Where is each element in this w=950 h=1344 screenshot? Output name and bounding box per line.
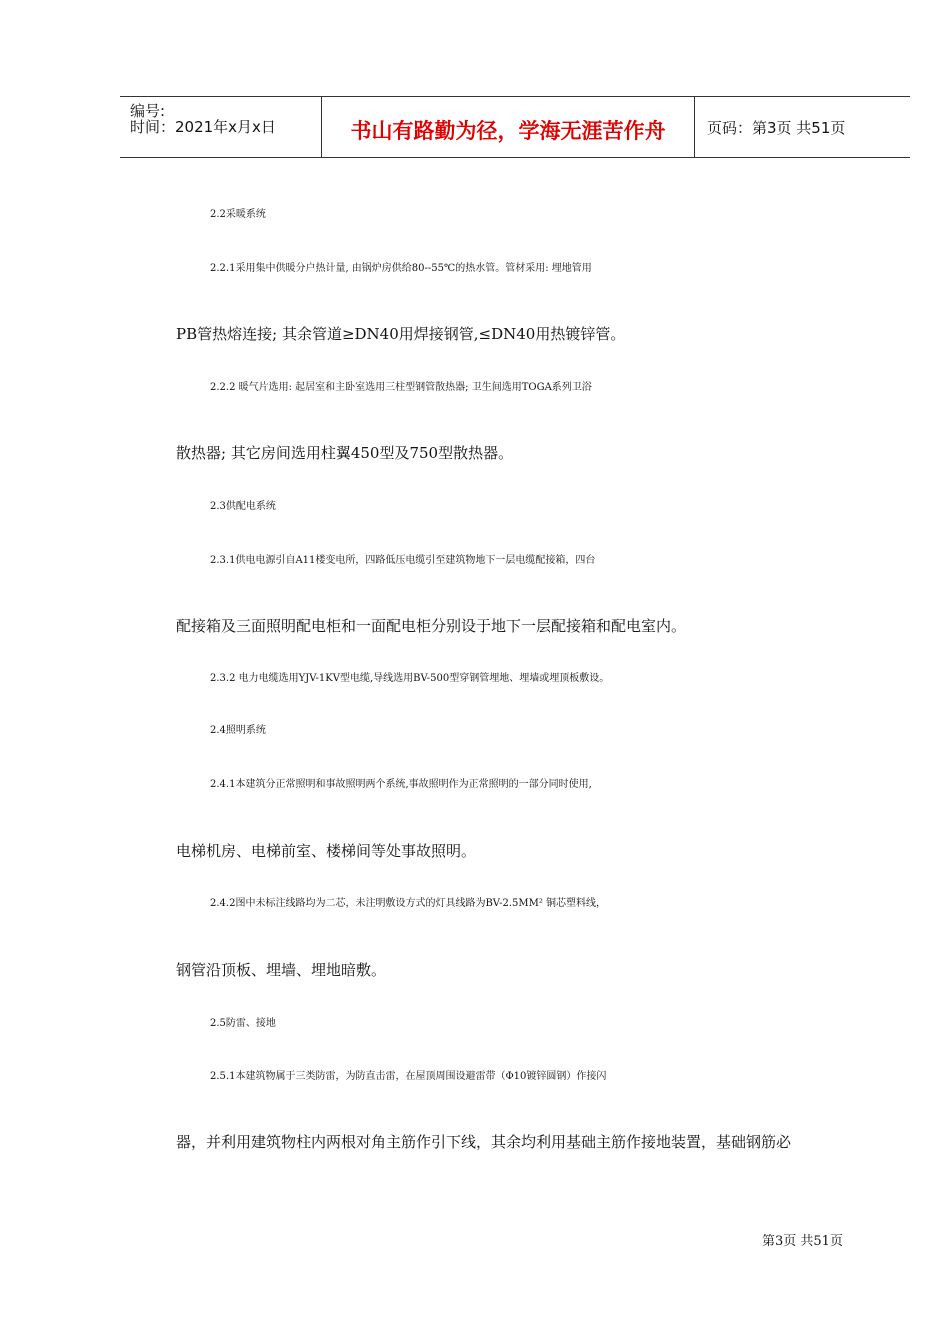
paragraph-line: 2.3.1供电电源引自A11楼变电所，四路低压电缆引至建筑物地下一层电缆配接箱，四台	[210, 555, 596, 566]
paragraph-line: 2.3.2 电力电缆选用YJV-1KV型电缆,导线选用BV-500型穿钢管埋地、埋墙或埋顶板敷设。	[210, 673, 610, 684]
paragraph-line: 2.2.2 暖气片选用: 起居室和主卧室选用三柱型钢管散热器; 卫生间选用TOGA系列卫浴	[210, 382, 592, 393]
document-time-label: 时间：2021年x月x日	[130, 118, 276, 136]
header-page-cell	[695, 97, 910, 157]
paragraph-line: 器，并利用建筑物柱内两根对角主筋作引下线，其余均利用基础主筋作接地装置，基础钢筋必	[176, 1133, 792, 1151]
paragraph-line: 2.4.2图中未标注线路均为二芯，未注明敷设方式的灯具线路为BV-2.5MM² 铜芯塑料线，	[210, 898, 607, 909]
paragraph-line: PB管热熔连接; 其余管道≥DN40用焊接钢管,≤DN40用热镀锌管。	[176, 325, 626, 343]
section-heading: 2.2采暖系统	[210, 209, 266, 220]
page-header	[120, 96, 910, 158]
paragraph-line: 2.4.1本建筑分正常照明和事故照明两个系统,事故照明作为正常照明的一部分同时使用,	[210, 779, 592, 790]
paragraph-line: 配接箱及三面照明配电柜和一面配电柜分别设于地下一层配接箱和配电室内。	[176, 617, 687, 635]
section-heading: 2.4照明系统	[210, 725, 266, 736]
paragraph-line: 散热器; 其它房间选用柱翼450型及750型散热器。	[176, 444, 514, 462]
paragraph-line: 电梯机房、电梯前室、楼梯间等处事故照明。	[176, 842, 477, 860]
header-meta-cell	[120, 97, 320, 157]
header-motto: 书山有路勤为径，学海无涯苦作舟	[350, 119, 666, 143]
section-heading: 2.3供配电系统	[210, 501, 276, 512]
paragraph-line: 钢管沿顶板、埋墙、埋地暗敷。	[176, 961, 387, 979]
header-page-number: 页码：第3页 共51页	[707, 119, 846, 137]
header-motto-cell	[321, 97, 695, 157]
section-heading: 2.5防雷、接地	[210, 1018, 276, 1029]
paragraph-line: 2.5.1本建筑物属于三类防雷，为防直击雷，在屋顶周围设避雷带（Φ10镀锌圆钢）作接闪	[210, 1071, 607, 1082]
document-number-label: 编号:	[130, 102, 166, 120]
page-footer: 第3页 共51页	[762, 1234, 843, 1249]
paragraph-line: 2.2.1采用集中供暖分户热计量, 由锅炉房供给80--55℃的热水管。管材采用: 埋地管用	[210, 263, 592, 274]
